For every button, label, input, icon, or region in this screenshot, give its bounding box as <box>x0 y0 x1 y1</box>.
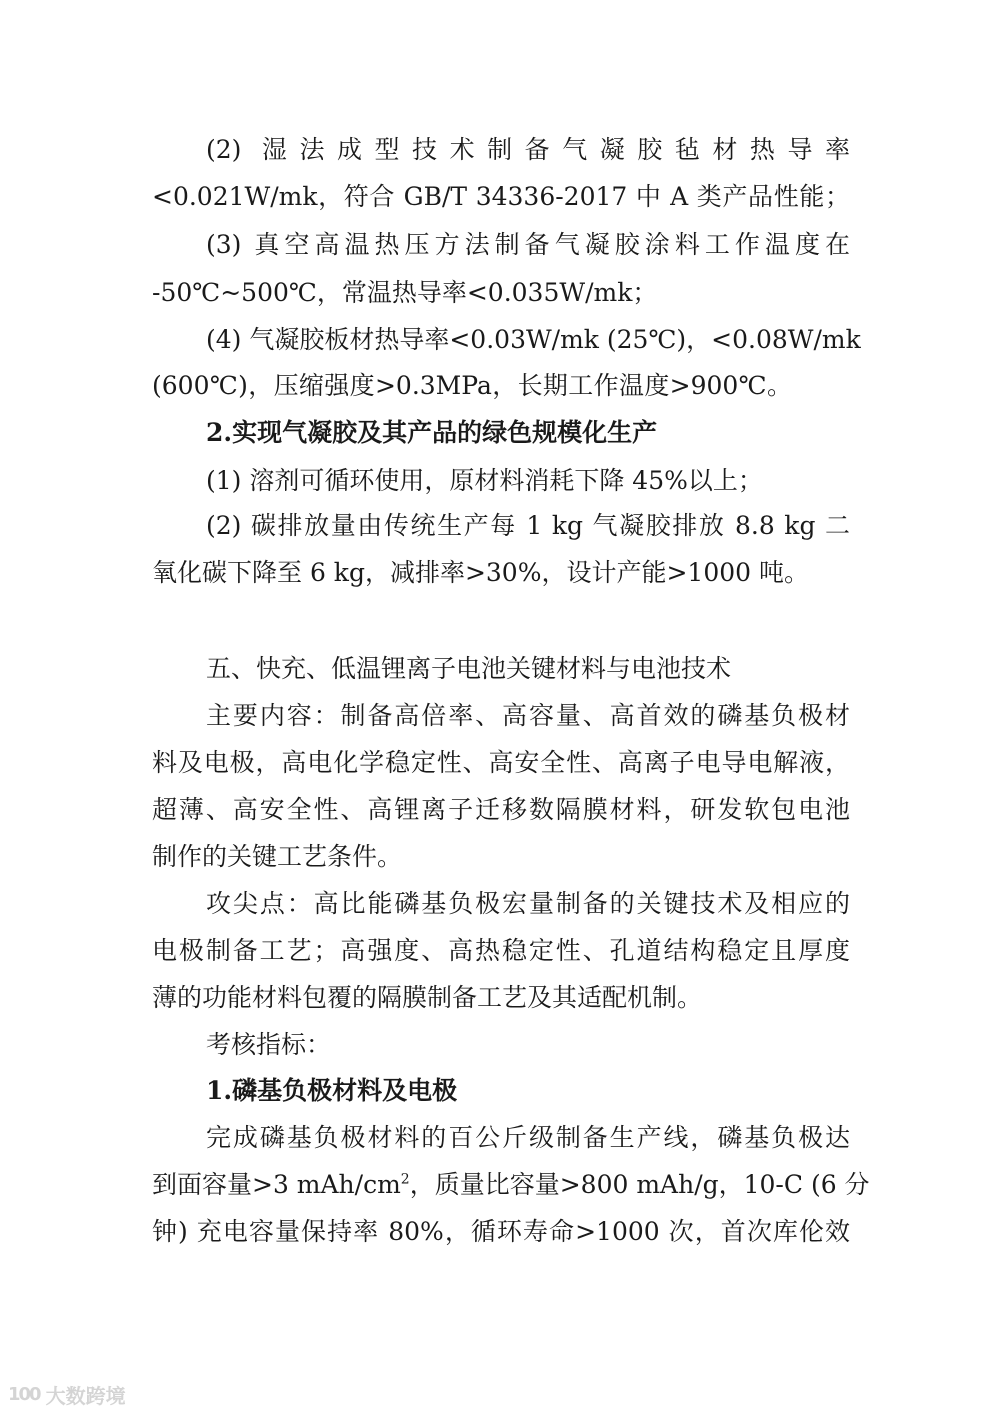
text-line: 完成磷基负极材料的百公斤级制备生产线，磷基负极达 <box>206 1123 850 1152</box>
text-line: 钟) 充电容量保持率 80%，循环寿命>1000 次，首次库伦效 <box>152 1217 850 1246</box>
text-line: (2) 碳排放量由传统生产每 1 kg 气凝胶排放 8.8 kg 二 <box>206 511 850 540</box>
text-line: 电极制备工艺；高强度、高热稳定性、孔道结构稳定且厚度 <box>152 936 850 965</box>
text-fragment: ，质量比容量>800 mAh/g，10-C (6 分 <box>409 1170 870 1199</box>
text-line: 制作的关键工艺条件。 <box>152 842 403 871</box>
superscript: 2 <box>400 1171 410 1188</box>
text-line: (600℃)，压缩强度>0.3MPa，长期工作温度>900℃。 <box>152 371 792 400</box>
text-line: -50℃~500℃，常温热导率<0.035W/mk； <box>152 278 658 307</box>
text-line: (2) 湿法成型技术制备气凝胶毡材热导率 <box>206 135 850 164</box>
watermark <box>8 1380 126 1409</box>
text-line: 料及电极，高电化学稳定性、高安全性、高离子电导电解液， <box>152 748 850 777</box>
watermark-text: 大数跨境 <box>45 1384 126 1408</box>
section-heading: 1.磷基负极材料及电极 <box>206 1076 458 1105</box>
text-line: 薄的功能材料包覆的隔膜制备工艺及其适配机制。 <box>152 983 703 1012</box>
text-fragment: 到面容量>3 mAh/cm <box>152 1170 401 1199</box>
watermark-logo-icon: 100 <box>8 1384 40 1405</box>
text-line: 攻尖点：高比能磷基负极宏量制备的关键技术及相应的 <box>206 889 850 918</box>
text-line: (3) 真空高温热压方法制备气凝胶涂料工作温度在 <box>206 230 850 259</box>
section-heading: 2.实现气凝胶及其产品的绿色规模化生产 <box>206 418 658 447</box>
text-line: 超薄、高安全性、高锂离子迁移数隔膜材料，研发软包电池 <box>152 795 850 824</box>
text-line: 主要内容：制备高倍率、高容量、高首效的磷基负极材 <box>206 701 850 730</box>
text-line: <0.021W/mk，符合 GB/T 34336-2017 中 A 类产品性能； <box>152 182 850 211</box>
text-line: (4) 气凝胶板材热导率<0.03W/mk (25℃)，<0.08W/mk <box>206 325 861 354</box>
text-line: 考核指标： <box>206 1030 332 1059</box>
text-line: 氧化碳下降至 6 kg，减排率>30%，设计产能>1000 吨。 <box>152 558 809 587</box>
text-line <box>152 1169 870 1201</box>
text-line: (1) 溶剂可循环使用，原材料消耗下降 45%以上； <box>206 466 763 495</box>
chapter-heading: 五、快充、低温锂离子电池关键材料与电池技术 <box>206 654 732 683</box>
